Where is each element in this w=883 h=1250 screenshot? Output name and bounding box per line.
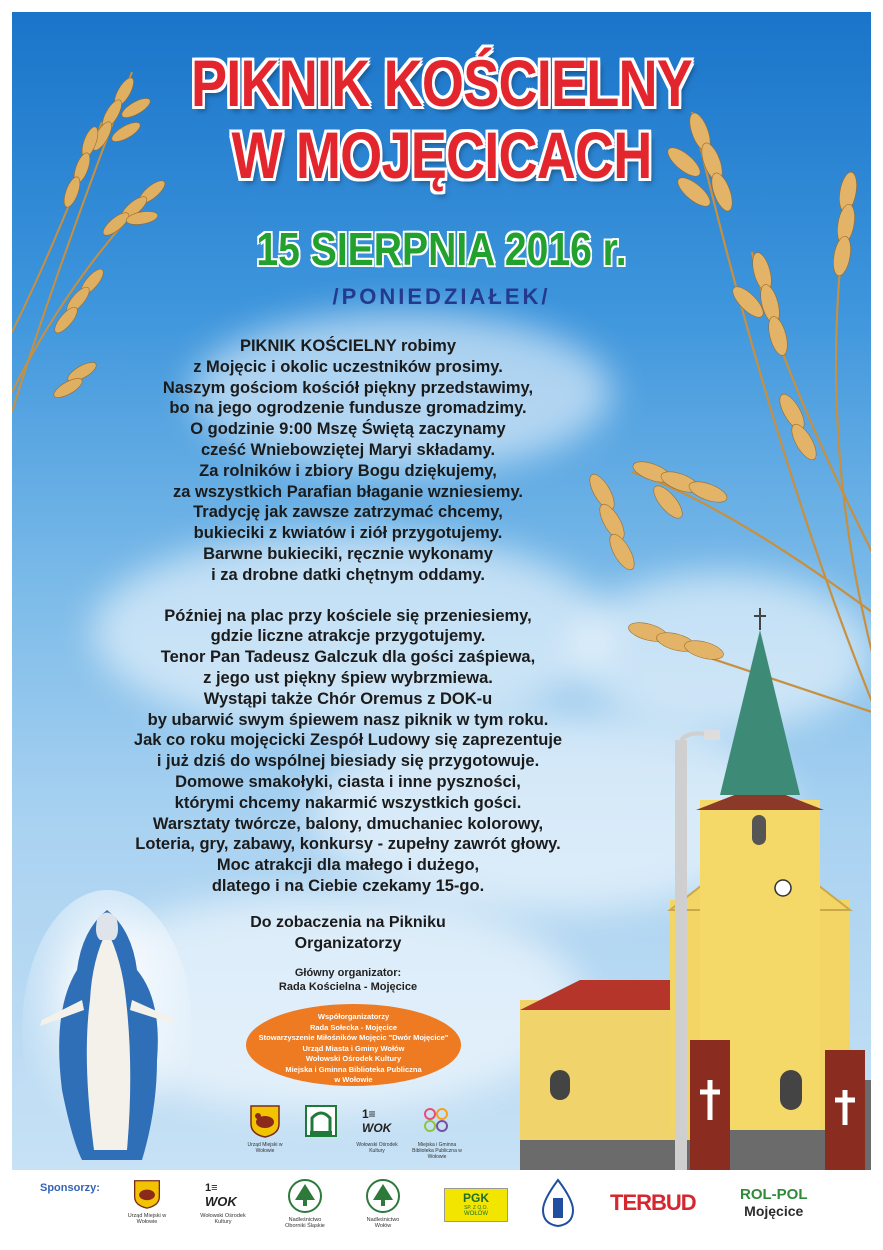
- logo-biblioteka: Miejska i Gminna Biblioteka Publiczna w Wołowie: [412, 1104, 462, 1160]
- poem-line: Loteria, gry, zabawy, konkursy - zupełny zawrót głowy.: [135, 835, 561, 854]
- poem-line: bo na jego ogrodzenie fundusze gromadzimy.: [169, 399, 527, 418]
- logo-dwor-mojecice: [296, 1104, 346, 1142]
- coat-of-arms-icon: [248, 1104, 282, 1138]
- manor-icon: [304, 1104, 338, 1138]
- sponsor-wok: 1≡ WOK Wołowski Ośrodek Kultury: [198, 1178, 248, 1226]
- wok-logo-icon: [360, 1104, 394, 1138]
- svg-text:WOK: WOK: [362, 1121, 392, 1135]
- poem-line: i za drobne datki chętnym oddamy.: [211, 565, 485, 584]
- poem-line: i już dziś do wspólnej biesiady się przygotowuje.: [156, 752, 540, 771]
- poem-line: by ubarwić swym śpiewem nasz piknik w tym roku.: [147, 710, 549, 729]
- logo-urzad-miejski: Urząd Miejski w Wołowie: [240, 1104, 290, 1154]
- church-image: [520, 600, 871, 1170]
- poem-line: Warsztaty twórcze, balony, dmuchaniec kolorowy,: [152, 814, 544, 833]
- event-date: 15 SIERPNIA 2016 r.: [256, 223, 627, 275]
- closing-line: Do zobaczenia na Pikniku: [250, 914, 446, 931]
- logo-wok: 1≡ WOK Wołowski Ośrodek Kultury: [352, 1104, 402, 1154]
- poem-line: cześć Wniebowziętej Maryi składamy.: [200, 440, 496, 459]
- poem-line: z jego ust piękny śpiew wybrzmiewa.: [203, 668, 493, 687]
- poem-line: Naszym gościom kościół piękny przedstawimy,: [162, 378, 534, 397]
- sponsor-terbud: TERBUD: [610, 1190, 696, 1215]
- poem-line: za wszystkich Parafian błaganie wzniesiemy.: [172, 482, 523, 501]
- organizer-logos: [240, 1104, 470, 1164]
- title-line-2: W MOJĘCICACH: [231, 118, 652, 192]
- co-organizer-line: Urząd Miasta i Gminy Wołów: [302, 1043, 405, 1053]
- co-organizer-line: Wołowski Ośrodek Kultury: [305, 1054, 402, 1063]
- library-logo-icon: [420, 1104, 454, 1138]
- sponsors-label: Sponsorzy:: [40, 1182, 100, 1194]
- sponsor-rolpol: ROL-POL Mojęcice: [740, 1186, 808, 1219]
- co-organizers-badge: [246, 1004, 461, 1086]
- poem-line: gdzie liczne atrakcje przygotujemy.: [210, 627, 486, 646]
- svg-text:1≡: 1≡: [205, 1182, 218, 1194]
- co-organizer-line: Stowarzyszenie Miłośników Mojęcic "Dwór Mojęcice": [258, 1033, 449, 1042]
- poem-line: bukieciki z kwiatów i ziół przygotujemy.: [193, 524, 503, 543]
- coat-of-arms-icon: [132, 1178, 162, 1210]
- poem-line: Później na plac przy kościele się przeniesiemy,: [164, 606, 532, 625]
- poem-line: Wystąpi także Chór Oremus z DOK-u: [203, 689, 493, 708]
- closing-line: Organizatorzy: [294, 935, 402, 952]
- co-organizer-line: Współorganizatorzy: [317, 1012, 390, 1021]
- main-organizer-label: Główny organizator:: [294, 967, 402, 979]
- sponsor-urzad-miejski: Urząd Miejski w Wołowie: [125, 1178, 169, 1226]
- poem-line: PIKNIK KOŚCIELNY robimy: [239, 337, 457, 355]
- event-day: /PONIEDZIAŁEK/: [332, 284, 551, 309]
- main-organizer-name: Rada Kościelna - Mojęcice: [278, 981, 418, 993]
- poem-line: którymi chcemy nakarmić wszystkich gości.: [174, 793, 522, 812]
- poem-line: Tradycję jak zawsze zatrzymać chcemy,: [193, 503, 503, 522]
- sponsor-nadlesnictwo-oborniki: Nadleśnictwo Oborniki Śląskie: [280, 1178, 330, 1230]
- title-line-1: PIKNIK KOŚCIELNY: [190, 46, 693, 120]
- svg-text:1≡: 1≡: [362, 1107, 376, 1121]
- poem-line: dlatego i na Ciebie czekamy 15-go.: [211, 876, 485, 895]
- co-organizer-line: Miejska i Gminna Biblioteka Publiczna: [285, 1064, 422, 1074]
- poem-line: Tenor Pan Tadeusz Galczuk dla gości zaśpiewa,: [160, 648, 536, 667]
- poem-line: O godzinie 9:00 Mszę Świętą zaczynamy: [190, 420, 506, 439]
- poem-line: Barwne bukieciki, ręcznie wykonamy: [203, 544, 493, 563]
- water-drop-icon: [539, 1178, 577, 1228]
- poem-line: Jak co roku mojęcicki Zespół Ludowy się zaprezentuje: [133, 731, 563, 750]
- poem-line: Moc atrakcji dla małego i dużego,: [216, 856, 480, 875]
- poem-line: z Mojęcic i okolic uczestników prosimy.: [193, 357, 503, 376]
- poem-line: Domowe smakołyki, ciasta i inne pyszności,: [175, 772, 521, 791]
- sponsor-pgk: PGK SP. Z O.O. WOŁÓW: [444, 1188, 508, 1222]
- co-organizer-line: w Wołowie: [334, 1075, 373, 1084]
- svg-text:WOK: WOK: [205, 1194, 237, 1209]
- forestry-logo-icon: [287, 1178, 323, 1214]
- wok-logo-icon: [203, 1178, 243, 1210]
- poem-line: Za rolników i zbiory Bogu dziękujemy,: [199, 461, 497, 480]
- virgin-mary-image: [22, 890, 192, 1170]
- sponsor-water-logo: [538, 1178, 578, 1231]
- sponsors-bar: [0, 1170, 883, 1250]
- co-organizer-line: Rada Sołecka - Mojęcice: [309, 1022, 398, 1032]
- sponsor-nadlesnictwo-wolow: Nadleśnictwo Wołów: [358, 1178, 408, 1230]
- forestry-logo-icon: [365, 1178, 401, 1214]
